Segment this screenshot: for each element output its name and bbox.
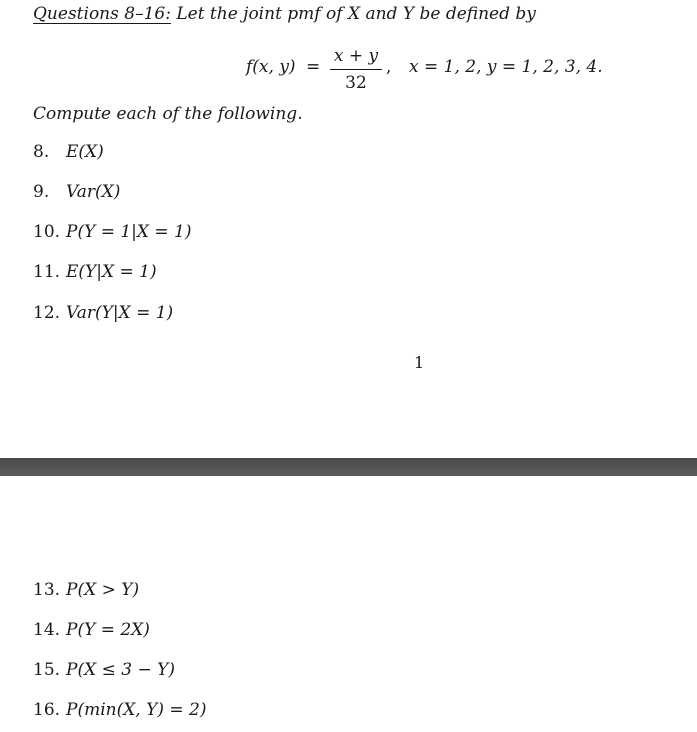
question-16 [33,700,206,720]
question-number: 8. [33,142,50,162]
question-expression: P(Y = 1|X = 1) [66,222,192,242]
question-expression: E(Y|X = 1) [66,262,157,282]
question-8 [33,142,104,162]
heading-var-y: Y [402,4,415,24]
question-expression: P(X > Y) [66,580,140,600]
question-number: 14. [33,620,61,640]
question-12 [33,303,173,323]
page-separator [0,458,697,476]
heading-label: Questions 8–16: [33,4,171,24]
question-14 [33,620,150,640]
question-15 [33,660,175,680]
formula-domain: x = 1, 2, y = 1, 2, 3, 4. [409,57,603,77]
heading-text-and: and [360,4,403,24]
question-expression: P(min(X, Y) = 2) [66,700,207,720]
page-number: 1 [414,353,425,372]
question-9 [33,182,120,202]
fraction-denominator: 32 [345,73,367,93]
formula-fraction [328,44,384,95]
question-expression: Var(Y|X = 1) [66,303,174,323]
question-number: 11. [33,262,61,282]
question-number: 16. [33,700,61,720]
question-number: 15. [33,660,61,680]
question-number: 13. [33,580,61,600]
page-2 [0,476,697,732]
fraction-numerator: x + y [333,46,379,66]
formula-equals: = [306,57,321,77]
fraction-bar [330,69,382,70]
heading-text-after: be defined by [414,4,536,24]
heading-var-x: X [347,4,361,24]
question-expression: Var(X) [66,182,121,202]
question-13 [33,580,139,600]
question-expression: E(X) [66,142,104,162]
question-expression: P(X ≤ 3 − Y) [66,660,175,680]
question-10 [33,222,192,242]
question-number: 12. [33,303,61,323]
question-number: 10. [33,222,61,242]
intro-text: Compute each of the following. [33,104,303,124]
question-expression: P(Y = 2X) [66,620,150,640]
formula-comma: , [386,57,392,77]
questions-heading [33,4,536,24]
question-11 [33,262,157,282]
formula-lhs: f(x, y) [246,57,296,77]
heading-text-before: Let the joint pmf of [170,4,348,24]
question-number: 9. [33,182,50,202]
